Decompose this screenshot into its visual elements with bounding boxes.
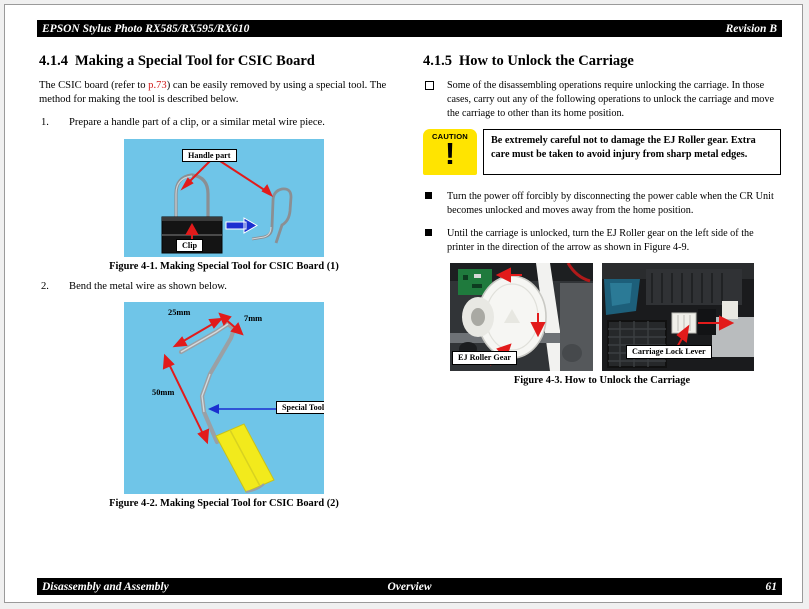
- label-special-tool: Special Tool: [276, 401, 324, 414]
- page-header: [37, 20, 782, 37]
- step-marker: 2.: [41, 280, 49, 292]
- section-number: 4.1.4: [39, 53, 68, 69]
- left-column: [39, 53, 409, 509]
- section-title: Making a Special Tool for CSIC Board: [75, 53, 315, 69]
- figure-4-1-photo: [124, 139, 324, 257]
- label-clip: Clip: [176, 239, 203, 252]
- right-column: [423, 53, 781, 386]
- caution-text: Be extremely careful not to damage the EJ Roller gear. Extra care must be taken to avoid injury from sharp metal edges.: [483, 129, 781, 175]
- exclamation-icon: !: [444, 136, 456, 172]
- footer-page-number: 61: [765, 580, 777, 593]
- step-text: Prepare a handle part of a clip, or a similar metal wire piece.: [69, 116, 325, 128]
- caution-block: [423, 129, 781, 177]
- bullet-text: Until the carriage is unlocked, turn the EJ Roller gear on the left side of the printer in the direction of the arrow as shown in Figure 4-9.: [447, 227, 754, 253]
- caution-icon: [423, 129, 477, 175]
- page-reference-link[interactable]: p.73: [148, 80, 167, 91]
- dimension-label-50mm: 50mm: [152, 387, 175, 397]
- bullet-item: [423, 190, 781, 218]
- dimension-label-7mm: 7mm: [244, 313, 263, 323]
- figure-4-2: [39, 302, 409, 509]
- label-handle-part: Handle part: [182, 149, 237, 162]
- step-marker: 1.: [41, 116, 49, 128]
- figure-4-3-photos: [423, 263, 781, 371]
- yellow-handle: [216, 424, 274, 492]
- section-title: How to Unlock the Carriage: [459, 53, 634, 69]
- header-title: EPSON Stylus Photo RX585/RX595/RX610: [42, 22, 250, 35]
- step-list-2: [39, 280, 409, 294]
- footer-left-text: Disassembly and Assembly: [42, 580, 169, 593]
- list-item: [39, 116, 409, 130]
- figure-4-2-caption: Figure 4-2. Making Special Tool for CSIC Board (2): [109, 497, 339, 509]
- list-item: [39, 280, 409, 294]
- bullet-text: Turn the power off forcibly by disconnecting the power cable when the CR Unit becomes unlocked and moves away from the home position.: [447, 191, 774, 217]
- figure-4-3-photo-left: [450, 263, 593, 371]
- bullet-item: [423, 227, 781, 255]
- intro-text-after: ) can be easily removed by using a special tool. The method for making the tool is described below.: [39, 80, 387, 105]
- hollow-square-bullet-icon: [425, 81, 434, 90]
- step-text: Bend the metal wire as shown below.: [69, 280, 227, 292]
- blue-pointer-arrow: [208, 404, 284, 414]
- header-revision: Revision B: [725, 22, 777, 35]
- figure-4-1-caption: Figure 4-1. Making Special Tool for CSIC Board (1): [109, 260, 339, 272]
- label-carriage-lock-lever: Carriage Lock Lever: [626, 345, 712, 358]
- manual-page: [4, 4, 803, 603]
- solid-square-bullet-icon: [425, 229, 432, 236]
- label-ej-roller-gear: EJ Roller Gear: [452, 351, 517, 364]
- intro-text-before: The CSIC board (refer to: [39, 80, 149, 91]
- note-text: Some of the disassembling operations require unlocking the carriage. In those cases, carry out any of the following operations to unlock the carriage and move the carriage to other than its home position.: [447, 80, 775, 119]
- step-list-1: [39, 116, 409, 130]
- section-heading-414: [39, 53, 409, 70]
- figure-4-1: [39, 139, 409, 272]
- footer-center-text: Overview: [387, 580, 432, 593]
- section-heading-415: [423, 53, 781, 70]
- dimension-arrow-7mm: [220, 314, 242, 334]
- solid-square-bullet-icon: [425, 192, 432, 199]
- intro-paragraph: [39, 79, 409, 107]
- page-footer: [37, 578, 782, 595]
- caution-label: CAUTION: [432, 132, 468, 142]
- figure-4-3-caption: Figure 4-3. How to Unlock the Carriage: [513, 375, 691, 387]
- note-item: [423, 79, 781, 120]
- dimension-label-25mm: 25mm: [168, 307, 191, 317]
- figure-4-3-photo-right: [602, 263, 754, 371]
- section-number: 4.1.5: [423, 53, 452, 69]
- figure-4-2-photo: [124, 302, 324, 494]
- figure-4-3: [423, 263, 781, 386]
- blue-arrow-icon: [226, 218, 257, 233]
